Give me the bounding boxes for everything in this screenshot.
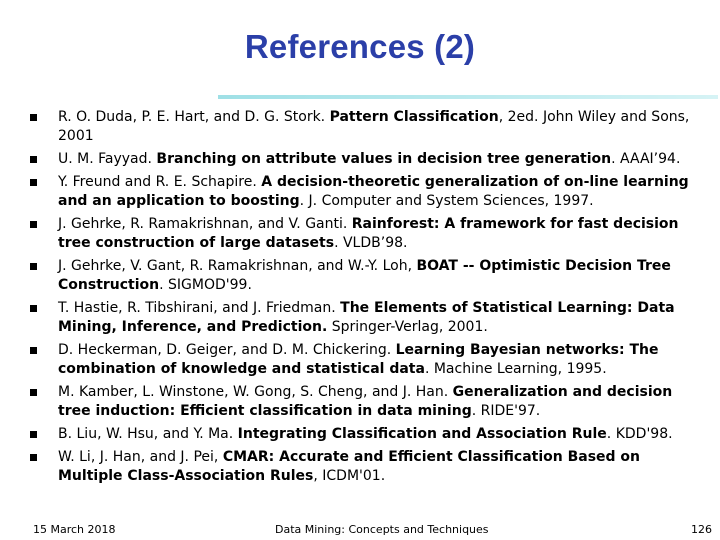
slide-title: References (2) — [244, 28, 476, 65]
list-item: J. Gehrke, R. Ramakrishnan, and V. Ganti. Rainforest: A framework for fast decision tree construction of large datasets. VLDB’98. — [28, 215, 708, 253]
list-item: M. Kamber, L. Winstone, W. Gong, S. Cheng, and J. Han. Generalization and decision tree induction: Efficient classification in data mining. RIDE'97. — [28, 383, 708, 421]
list-item: B. Liu, W. Hsu, and Y. Ma. Integrating Classification and Association Rule. KDD'98. — [28, 425, 708, 444]
square-bullet-icon — [30, 221, 37, 228]
square-bullet-icon — [30, 156, 37, 163]
square-bullet-icon — [30, 305, 37, 312]
list-item: W. Li, J. Han, and J. Pei, CMAR: Accurate and Efficient Classification Based on Multiple Class-Association Rules, ICDM'01. — [28, 448, 708, 486]
list-item: T. Hastie, R. Tibshirani, and J. Friedman. The Elements of Statistical Learning: Data Mining, Inference, and Prediction. Springer-Verlag, 2001. — [28, 299, 708, 337]
square-bullet-icon — [30, 114, 37, 121]
square-bullet-icon — [30, 179, 37, 186]
square-bullet-icon — [30, 389, 37, 396]
list-item: J. Gehrke, V. Gant, R. Ramakrishnan, and W.-Y. Loh, BOAT -- Optimistic Decision Tree Construction. SIGMOD'99. — [28, 257, 708, 295]
square-bullet-icon — [30, 431, 37, 438]
square-bullet-icon — [30, 454, 37, 461]
reference-list — [28, 108, 708, 490]
list-item: D. Heckerman, D. Geiger, and D. M. Chickering. Learning Bayesian networks: The combination of knowledge and statistical data. Machine Learning, 1995. — [28, 341, 708, 379]
list-item: R. O. Duda, P. E. Hart, and D. G. Stork. Pattern Classification, 2ed. John Wiley and Sons, 2001 — [28, 108, 708, 146]
footer-course-title: Data Mining: Concepts and Techniques — [275, 523, 489, 536]
square-bullet-icon — [30, 263, 37, 270]
footer-page-number: 126 — [691, 523, 712, 536]
square-bullet-icon — [30, 347, 37, 354]
list-item: Y. Freund and R. E. Schapire. A decision-theoretic generalization of on-line learning and an application to boosting. J. Computer and System Sciences, 1997. — [28, 173, 708, 211]
footer-date: 15 March 2018 — [33, 523, 116, 536]
list-item: U. M. Fayyad. Branching on attribute values in decision tree generation. AAAI’94. — [28, 150, 708, 169]
title-underline — [218, 95, 718, 99]
